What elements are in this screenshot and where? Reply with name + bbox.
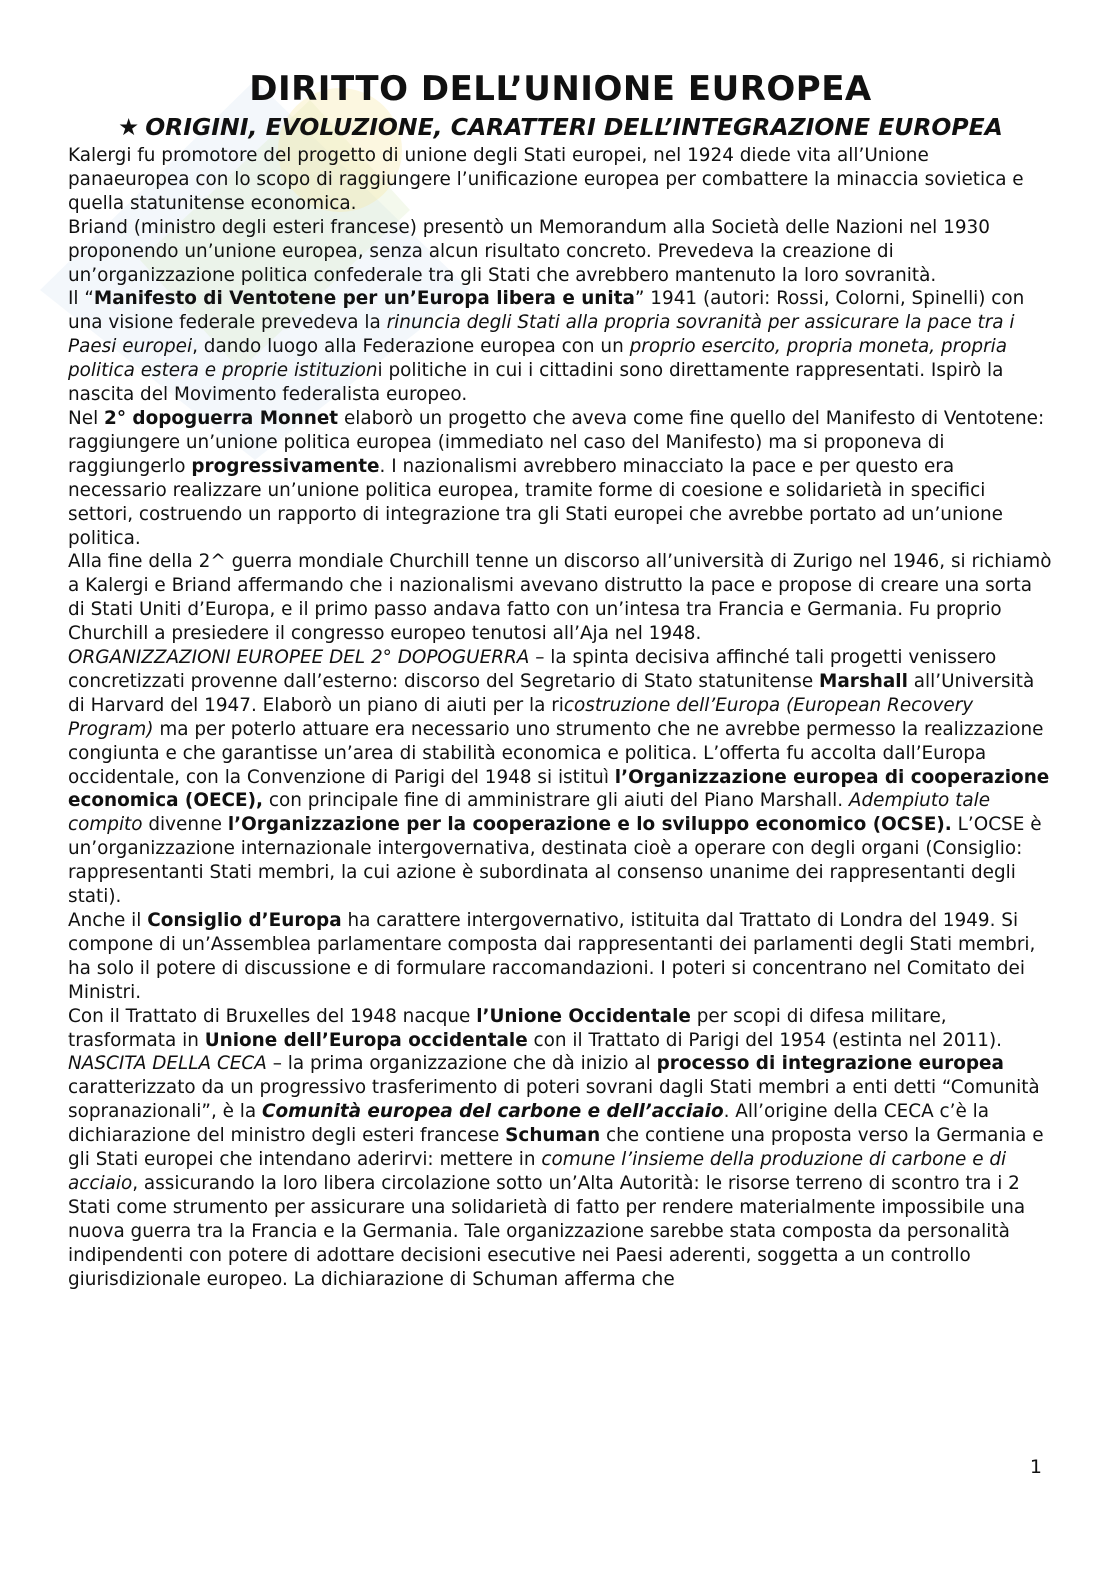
text-segment: ma per poterlo attuare era necessario uno strumento che ne avrebbe permesso la realizzazione congiunta e che garantisse un’area di stabilità economica e politica. L’offerta fu accolta dall’Europa occidentale, con la Convenzione di Parigi del 1948 si istituì — [68, 718, 1044, 788]
section-heading — [68, 112, 1053, 142]
text-segment: divenne — [142, 814, 228, 836]
text-segment: l’Organizzazione europea di cooperazione economica (OECE), — [68, 766, 1050, 812]
text-segment: Anche il — [68, 910, 148, 931]
text-segment: ” 1941 (autori: Rossi, Colorni, Spinelli) con una visione federale prevedeva la — [68, 288, 1025, 334]
star-icon: ★ — [118, 113, 140, 141]
text-segment: , assicurando la loro libera circolazione sotto un’Alta Autorità: le risorse terreno di scontro tra i 2 Stati come strumento per assicurare una solidarietà di fatto per rendere materialmente impossibile una nuova guerra tra la Francia e la Germania. Tale organizzazione sarebbe stata composta da personalità indipendenti con potere di adottare decisioni esecutive nei Paesi aderenti, soggetta a un controllo giurisdizionale europeo. La dichiarazione di Schuman afferma che — [68, 1172, 1026, 1290]
paragraph — [68, 909, 1053, 1005]
body-text — [68, 144, 1053, 1292]
document-title: DIRITTO DELL’UNIONE EUROPEA — [249, 69, 872, 109]
document-page — [68, 66, 1053, 1292]
text-segment: Consiglio d’Europa — [147, 910, 342, 931]
text-segment: – la spinta decisiva affinché tali progetti venissero concretizzati provenne dall’esterno: discorso del Segretario di Stato statunitense — [68, 647, 997, 692]
text-segment: ORGANIZZAZIONI EUROPEE DEL 2° DOPOGUERRA — [68, 647, 530, 669]
text-segment: Il “ — [68, 288, 94, 310]
paragraph — [68, 550, 1053, 646]
text-segment: ha carattere intergovernativo, istituita dal Trattato di Londra del 1949. Si compone di un’Assemblea parlamentare composta dai rappresentanti dei parlamenti degli Stati membri, ha solo il potere di discussione e di formulare raccomandazioni. I poteri si concentrano nel Comitato dei Ministri. — [68, 910, 1036, 1003]
paragraph — [68, 144, 1053, 216]
text-segment: Marshall — [819, 670, 908, 692]
page-number: 1 — [1029, 1456, 1042, 1478]
text-segment: progressivamente — [191, 455, 380, 477]
text-segment: l’Organizzazione per la cooperazione e lo sviluppo economico (OCSE). — [227, 814, 952, 836]
paragraph — [68, 1052, 1053, 1291]
text-segment: comune l’insieme della produzione di carbone e di acciaio — [68, 1149, 1007, 1194]
text-segment: Unione dell’Europa occidentale — [204, 1029, 528, 1051]
text-segment: Alla fine della 2^ guerra mondiale Churchill tenne un discorso all’università di Zurigo nel 1946, si richiamò a Kalergi e Briand affermando che i nazionalismi avevano distrutto la pace e propose di creare una sorta di Stati Uniti d’Europa, e il primo passo andava fatto con un’intesa tra Francia e Germania. Fu proprio Churchill a presiedere il congresso europeo tenutosi all’Aja nel 1948. — [68, 551, 1052, 645]
text-segment: processo di integrazione europea — [656, 1053, 1004, 1075]
text-segment: i politiche in cui i cittadini sono direttamente rappresentati. Ispirò la nascita del Movimento federalista europeo. — [68, 360, 1004, 406]
text-segment: elaborò un progetto che aveva come fine quello del Manifesto di Ventotene: raggiungere un’unione politica europea (immediato nel caso del Manifesto) ma si proponeva di raggiungerlo — [68, 407, 1045, 477]
text-segment: Comunità europea del carbone e dell’acciaio — [262, 1101, 724, 1123]
text-segment: 2° dopoguerra Monnet — [104, 407, 339, 429]
text-segment: Schuman — [505, 1125, 601, 1147]
text-segment: che contiene una proposta verso la Germania e gli Stati europei che intendano aderirvi: mettere in — [68, 1125, 1044, 1171]
text-segment: . I nazionalismi avrebbero minacciato la pace e per questo era necessario realizzare un’unione politica europea, tramite forme di coesione e solidarietà in specifici settori, costruendo un rapporto di integrazione tra gli Stati europei che avrebbe portato ad un’unione politica. — [68, 455, 1003, 549]
text-segment: caratterizzato da un progressivo trasferimento di poteri sovrani dagli Stati membri a enti detti “Comunità sopranazionali”, è la — [68, 1077, 1040, 1123]
text-segment: con il Trattato di Parigi del 1954 (estinta nel 2011). — [527, 1029, 1002, 1051]
text-segment: Briand (ministro degli esteri francese) presentò un Memorandum alla Società delle Nazioni nel 1930 proponendo un’unione europea, senza alcun risultato concreto. Prevedeva la creazione di un’organizzazione politica confederale tra gli Stati che avrebbero mantenuto la loro sovranità. — [68, 216, 990, 286]
text-segment: , dando luogo alla Federazione europea con un — [192, 336, 630, 358]
text-segment: Manifesto di Ventotene per un’Europa libera e unita — [93, 288, 635, 310]
text-segment: Adempiuto tale compito — [68, 790, 991, 836]
text-segment: Nel — [68, 407, 105, 429]
paragraph — [68, 646, 1053, 909]
text-segment: con principale fine di amministrare gli aiuti del Piano Marshall. — [262, 790, 849, 812]
text-segment: Con il Trattato di Bruxelles del 1948 nacque — [68, 1005, 477, 1027]
paragraph — [68, 1005, 1053, 1053]
text-segment: l’Unione Occidentale — [476, 1005, 691, 1027]
section-heading-text: ORIGINI, EVOLUZIONE, CARATTERI DELL’INTEGRAZIONE EUROPEA — [145, 113, 1003, 141]
text-segment: L’OCSE è un’organizzazione internazionale intergovernativa, destinata cioè a operare con degli organi (Consiglio: rappresentanti Stati membri, la cui azione è subordinata al consenso unanime dei rappresentanti degli stati). — [68, 814, 1042, 908]
text-segment: . All’origine della CECA c’è la dichiarazione del ministro degli esteri francese — [68, 1101, 990, 1147]
text-segment: per scopi di difesa militare, trasformata in — [68, 1005, 947, 1051]
text-segment: all’Università di Harvard del 1947. Elaborò un piano di aiuti per la ri — [68, 670, 1035, 716]
text-segment: NASCITA DELLA CECA — [68, 1053, 267, 1075]
text-segment: costruzione dell’Europa (European Recovery Program) — [68, 694, 974, 740]
paragraph — [68, 407, 1053, 550]
text-segment: proprio esercito, propria moneta, propria politica estera e proprie istituzion — [68, 336, 1008, 382]
paragraph — [68, 216, 1053, 288]
paragraph — [68, 287, 1053, 407]
text-segment: – la prima organizzazione che dà inizio al — [266, 1053, 657, 1075]
text-segment: rinuncia degli Stati alla propria sovranità per assicurare la pace tra i Paesi europei — [68, 312, 1015, 358]
text-segment: Kalergi fu promotore del progetto di unione degli Stati europei, nel 1924 diede vita all’Unione panaeuropea con lo scopo di raggiungere l’unificazione europea per combattere la minaccia sovietica e quella statunitense economica. — [68, 145, 1024, 214]
